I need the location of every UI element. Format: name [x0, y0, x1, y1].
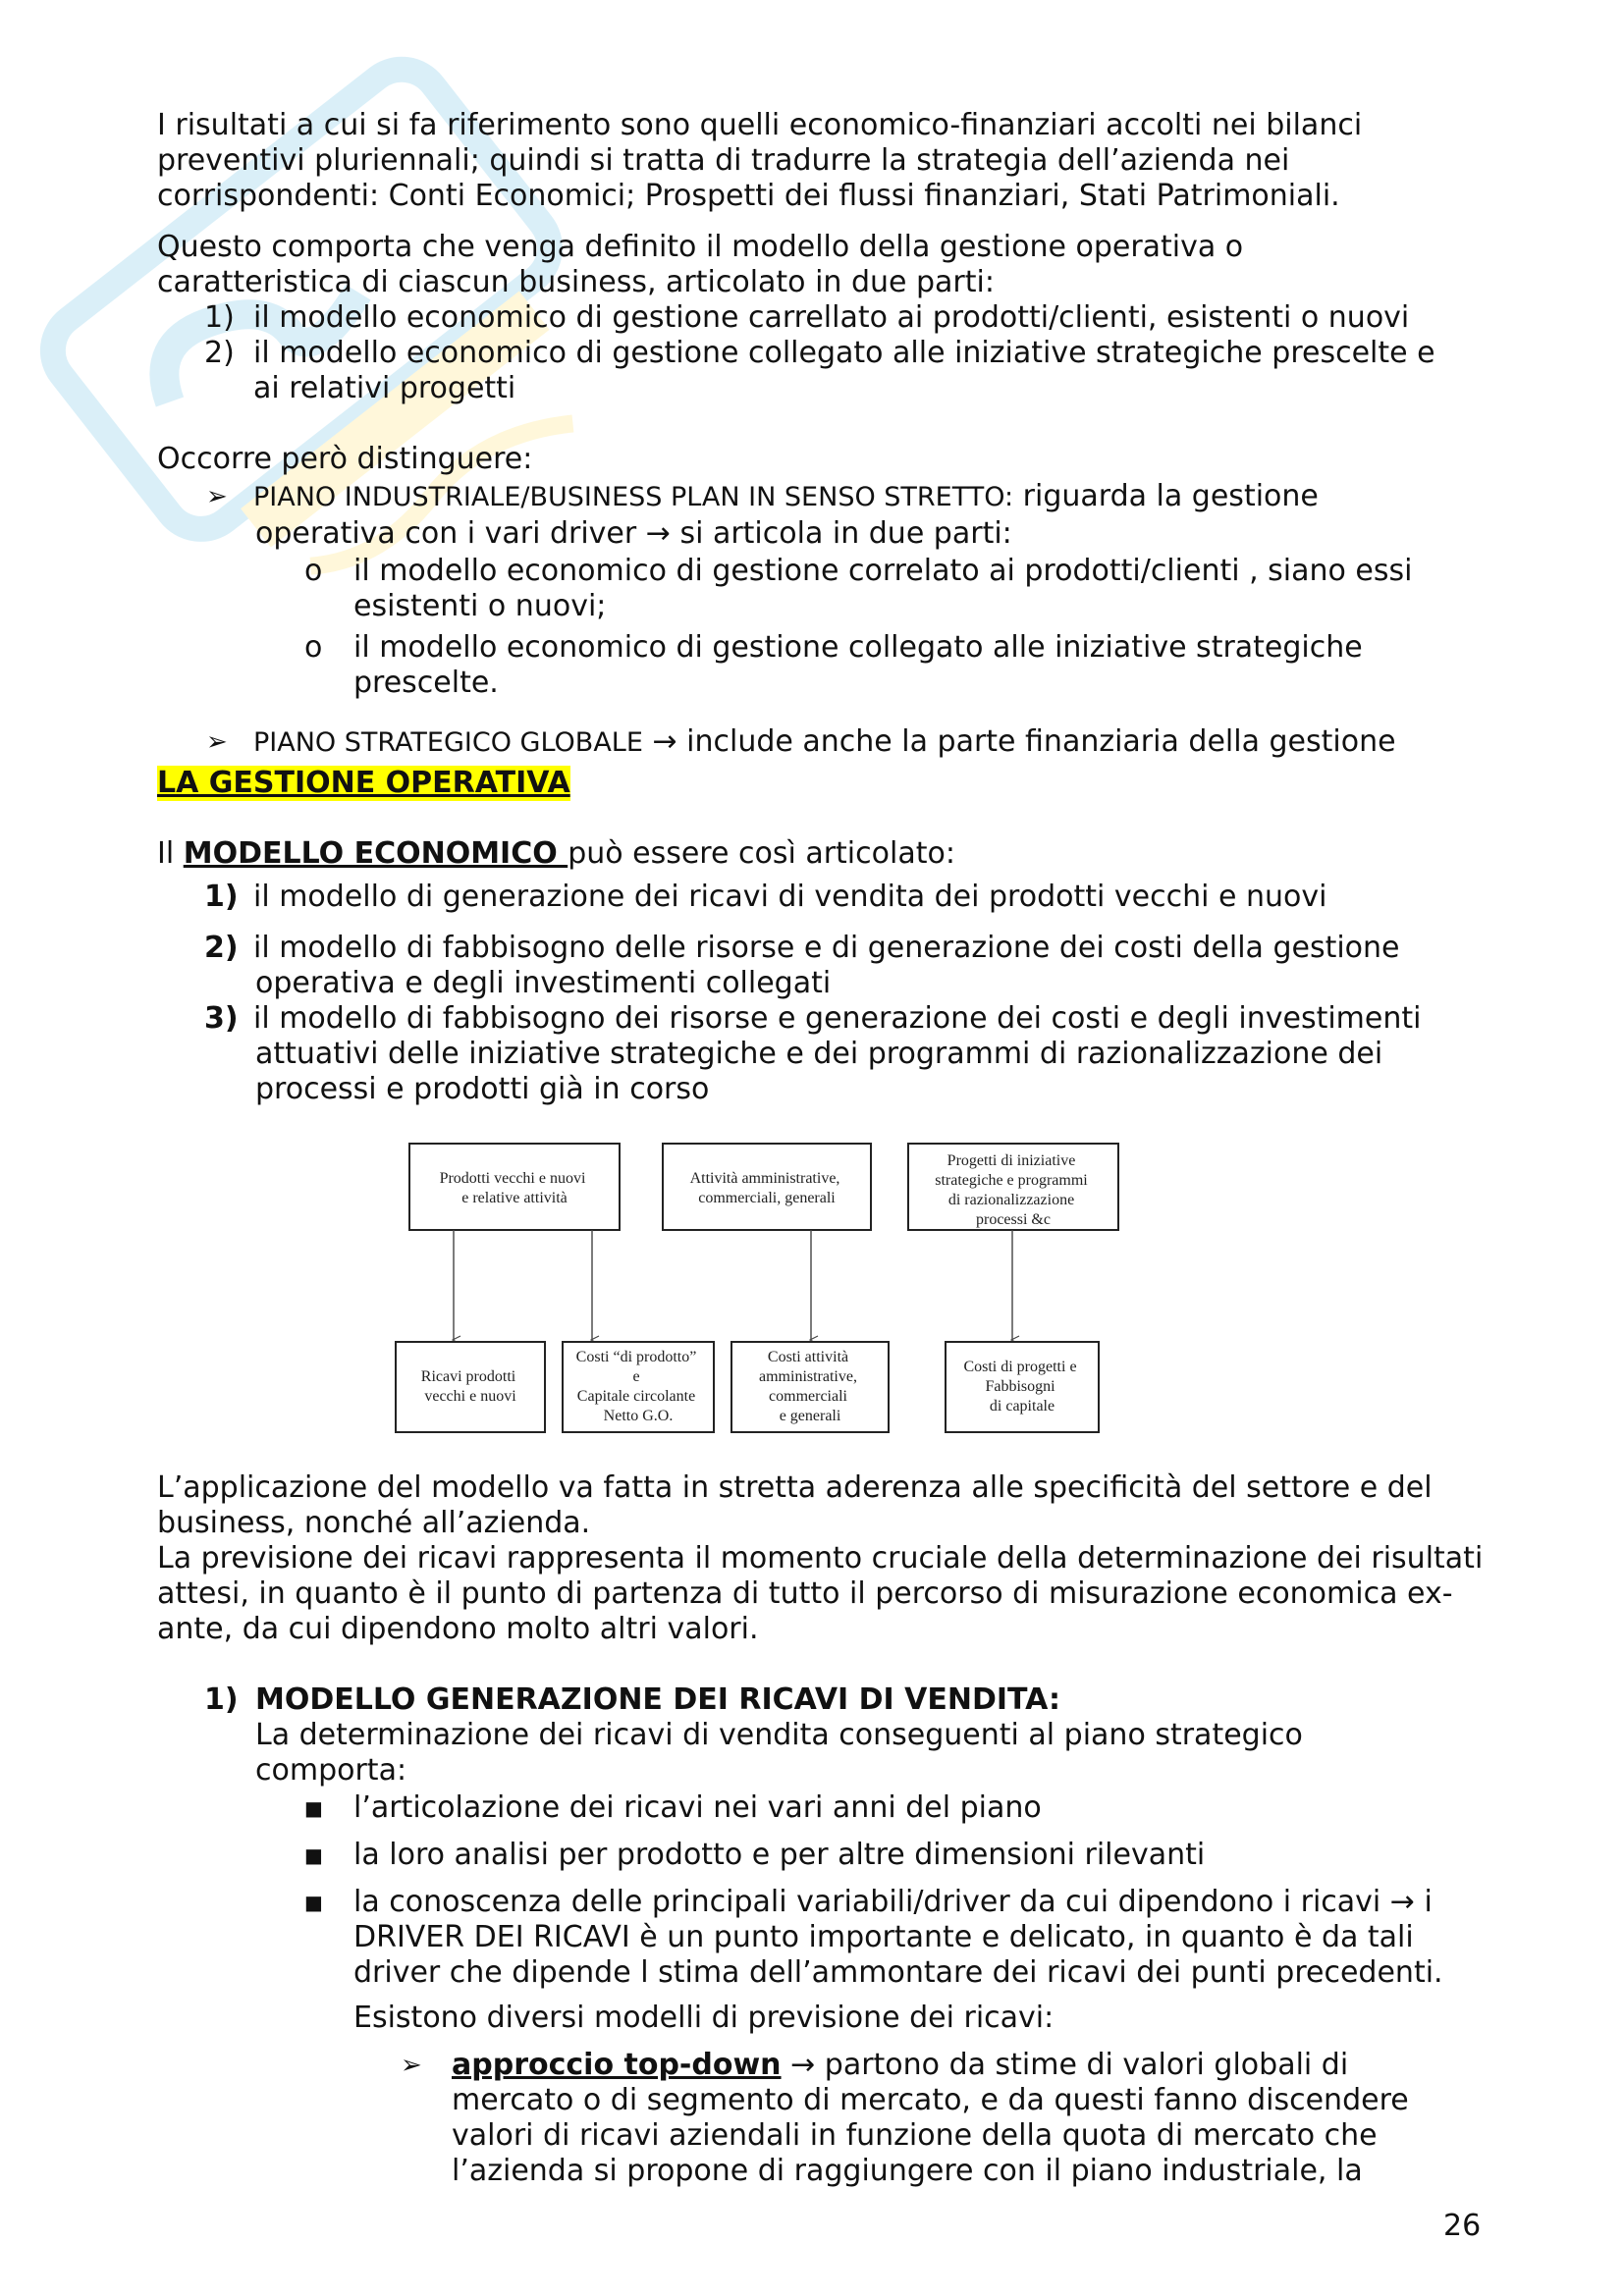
right-arrow-icon: →: [790, 2048, 816, 2082]
plan-global: [253, 724, 1396, 761]
bullet-item: la loro analisi per prodotto e per altre dimensioni rilevanti: [353, 1838, 1206, 1872]
top-down-approach: [452, 2048, 1348, 2083]
plan-label: PIANO INDUSTRIALE/BUSINESS PLAN IN SENSO STRETTO:: [253, 482, 1014, 512]
diagram-box-admin: [663, 1144, 871, 1230]
model-intro: [157, 836, 955, 872]
intro-paragraph: [157, 108, 1532, 214]
diagram-label: vecchi e nuovi: [424, 1388, 516, 1405]
approach-text: mercato o di segmento di mercato, e da questi fanno discendere: [452, 2083, 1409, 2117]
approach-text: partono da stime di valori globali di: [824, 2048, 1349, 2082]
approach-label: approccio top-down: [452, 2048, 782, 2082]
economic-model-diagram: [388, 1134, 1134, 1443]
circle-bullet-icon: o: [304, 554, 323, 588]
text-line: preventivi pluriennali; quindi si tratta di tradurre la strategia dell’azienda nei: [157, 143, 1290, 178]
diagram-label: Progetti di iniziative: [947, 1152, 1076, 1169]
section1-intro: La determinazione dei ricavi di vendita conseguenti al piano strategico: [255, 1718, 1303, 1752]
page-number: 26: [1443, 2209, 1482, 2243]
bullet-item: l’articolazione dei ricavi nei vari anni del piano: [353, 1790, 1042, 1825]
diagram-label: Costi “di prodotto”: [575, 1349, 697, 1365]
intro-text: può essere così articolato:: [568, 836, 955, 871]
square-bullet-icon: ■: [304, 1891, 323, 1914]
plan-text: include anche la parte finanziaria della gestione: [686, 724, 1396, 759]
plan-label: PIANO STRATEGICO GLOBALE: [253, 727, 643, 758]
diagram-label: Fabbisogni: [985, 1378, 1055, 1395]
text-line: caratteristica di ciascun business, articolato in due parti:: [157, 265, 995, 299]
circle-bullet-icon: o: [304, 630, 323, 665]
approach-text: valori di ricavi aziendali in funzione della quota di mercato che: [452, 2118, 1378, 2153]
text-line: attesi, in quanto è il punto di partenza di tutto il percorso di misurazione economica ex-: [157, 1576, 1453, 1611]
section-number: 1): [204, 1682, 239, 1717]
text-line: I risultati a cui si fa riferimento sono quelli economico-finanziari accolti nei bilanci: [157, 108, 1363, 142]
diagram-label: strategiche e programmi: [935, 1172, 1088, 1189]
text-line: La previsione dei ricavi rappresenta il momento cruciale della determinazione dei risultati: [157, 1541, 1484, 1575]
square-bullet-icon: ■: [304, 1843, 323, 1867]
diagram-label: e: [632, 1368, 640, 1385]
right-arrow-icon: →: [645, 516, 671, 551]
arrowhead-bullet-icon: ➢: [206, 727, 228, 757]
bullet-item: DRIVER DEI RICAVI è un punto importante e delicato, in quanto è da tali: [353, 1920, 1414, 1954]
sub-item: il modello economico di gestione collegato alle iniziative strategiche: [353, 630, 1363, 665]
sub-item: esistenti o nuovi;: [353, 589, 607, 623]
text-line: business, nonché all’azienda.: [157, 1506, 591, 1540]
bullet-item: la conoscenza delle principali variabili/driver da cui dipendono i ricavi → i: [353, 1885, 1433, 1919]
list-item: il modello di fabbisogno delle risorse e di generazione dei costi della gestione: [253, 931, 1400, 965]
list-item: il modello economico di gestione collegato alle iniziative strategiche prescelte e: [253, 336, 1435, 370]
section1-intro: comporta:: [255, 1753, 407, 1788]
list-number: 3): [204, 1001, 239, 1036]
sub-item: il modello economico di gestione correlato ai prodotti/clienti , siano essi: [353, 554, 1413, 588]
model-keyword: MODELLO ECONOMICO: [183, 836, 568, 871]
diagram-label: amministrative,: [759, 1368, 857, 1385]
list-item: ai relativi progetti: [253, 371, 516, 405]
diagram-label: commerciali, generali: [698, 1190, 836, 1206]
plan-text: si articola in due parti:: [679, 516, 1012, 551]
arrowhead-bullet-icon: ➢: [401, 2051, 422, 2080]
sub-item: prescelte.: [353, 666, 499, 700]
diagram-label: Netto G.O.: [603, 1408, 674, 1424]
approach-text: l’azienda si propone di raggiungere con il piano industriale, la: [452, 2154, 1363, 2188]
list-item: il modello di generazione dei ricavi di vendita dei prodotti vecchi e nuovi: [253, 880, 1327, 914]
list-item: il modello di fabbisogno dei risorse e generazione dei costi e degli investimenti: [253, 1001, 1422, 1036]
list-number: 2): [204, 931, 239, 965]
plan-industrial-line2: [255, 516, 1012, 552]
application-paragraph: [157, 1470, 1532, 1647]
diagram-label: Prodotti vecchi e nuovi: [439, 1170, 586, 1187]
list-number: 1): [204, 300, 235, 335]
operating-model-paragraph: [157, 230, 1532, 300]
right-arrow-icon: →: [652, 724, 677, 759]
list-number: 1): [204, 880, 239, 914]
plan-text: operativa con i vari driver: [255, 516, 637, 551]
diagram-label: di razionalizzazione: [947, 1192, 1075, 1208]
diagram-box-revenues: [396, 1342, 545, 1432]
list-item: processi e prodotti già in corso: [255, 1072, 710, 1106]
list-item: il modello economico di gestione carrellato ai prodotti/clienti, esistenti o nuovi: [253, 300, 1410, 335]
list-number: 2): [204, 336, 235, 370]
diagram-label: Costi di progetti e: [963, 1359, 1077, 1375]
distinguish-heading: Occorre però distinguere:: [157, 442, 533, 476]
text-line: corrispondenti: Conti Economici; Prospetti dei flussi finanziari, Stati Patrimoniali.: [157, 179, 1340, 213]
section1-title: MODELLO GENERAZIONE DEI RICAVI DI VENDITA:: [255, 1682, 1060, 1717]
section-title: LA GESTIONE OPERATIVA: [157, 766, 570, 800]
diagram-label: commerciali: [769, 1388, 847, 1405]
list-item: attuativi delle iniziative strategiche e dei programmi di razionalizzazione dei: [255, 1037, 1383, 1071]
diagram-label: e relative attività: [461, 1190, 568, 1206]
plan-text: riguarda la gestione: [1013, 479, 1319, 513]
text-line: ante, da cui dipendono molto altri valori.: [157, 1612, 759, 1646]
models-intro: Esistono diversi modelli di previsione dei ricavi:: [353, 2001, 1055, 2035]
text-line: Questo comporta che venga definito il modello della gestione operativa o: [157, 230, 1244, 264]
intro-text: Il: [157, 836, 184, 871]
text-line: L’applicazione del modello va fatta in stretta aderenza alle specificità del settore e del: [157, 1470, 1433, 1505]
square-bullet-icon: ■: [304, 1796, 323, 1820]
arrowhead-bullet-icon: ➢: [206, 482, 228, 511]
diagram-label: di capitale: [989, 1398, 1055, 1415]
diagram-label: e generali: [779, 1408, 841, 1424]
diagram-box-products: [409, 1144, 620, 1230]
diagram-label: processi &c: [976, 1211, 1051, 1228]
bullet-item: driver che dipende l stima dell’ammontare dei ricavi dei punti precedenti.: [353, 1955, 1443, 1990]
diagram-label: Capitale circolante: [576, 1388, 696, 1405]
plan-industrial: [253, 479, 1319, 515]
diagram-label: Attività amministrative,: [689, 1170, 840, 1187]
diagram-label: Costi attività: [767, 1349, 849, 1365]
diagram-label: Ricavi prodotti: [420, 1368, 516, 1385]
list-item: operativa e degli investimenti collegati: [255, 966, 832, 1000]
